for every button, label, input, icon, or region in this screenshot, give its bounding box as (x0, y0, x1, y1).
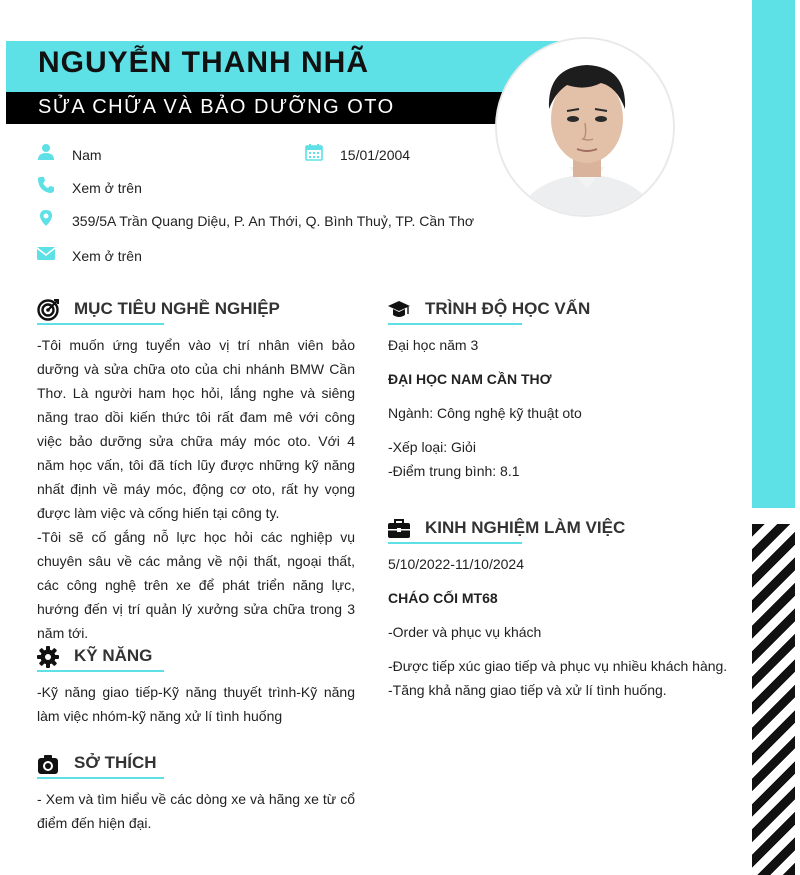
experience-period: 5/10/2022-11/10/2024 (388, 556, 524, 572)
objective-paragraph-1: -Tôi muốn ứng tuyển vào vị trí nhân viên bảo dưỡng và sửa chữa oto của chi nhánh BMW Cần Thơ. Là người ham học hỏi, lắng nghe và siêng năng trao dồi kiến thức tôi rất đam mê với công việc bảo dưỡng sửa chữa máy móc oto. Với 4 năm học vấn, tôi đã tích lũy được những kỹ năng nhất định về máy móc, động cơ oto, rất hy vọng được làm việc và cống hiến tại công ty. (37, 337, 355, 521)
birthday-value: 15/01/2004 (340, 147, 411, 163)
gender-row (37, 143, 287, 165)
experience-title: KINH NGHIỆM LÀM VIỆC (425, 518, 626, 537)
gear-icon (37, 646, 59, 668)
experience-company: CHÁO CỐI MT68 (388, 590, 498, 606)
experience-underline (388, 542, 522, 544)
candidate-name: NGUYỄN THANH NHÃ (38, 46, 369, 79)
education-major: Ngành: Công nghệ kỹ thuật oto (388, 405, 582, 421)
side-stripe-pattern (752, 524, 795, 875)
side-accent-bar (752, 0, 795, 508)
hobbies-header (37, 750, 357, 782)
education-year: Đại học năm 3 (388, 337, 479, 353)
email-value: Xem ở trên (72, 248, 142, 264)
phone-row (37, 176, 287, 198)
camera-icon (37, 753, 59, 775)
email-row (37, 244, 287, 266)
education-header (388, 296, 708, 328)
objective-paragraph-2: -Tôi sẽ cố gắng nỗ lực học hỏi các nghiệp vụ chuyên sâu về các mảng về nội thất, ngoại thất, các công nghệ trên xe để phát triển năng lực, hướng đến vị trí quản lý xưởng sửa chữa trong 3 năm tới. (37, 529, 355, 641)
skills-title: KỸ NĂNG (74, 646, 153, 665)
target-icon (37, 299, 59, 321)
envelope-icon (37, 244, 55, 262)
user-icon (37, 143, 55, 161)
graduation-cap-icon (388, 299, 410, 321)
skills-underline (37, 670, 164, 672)
calendar-icon (305, 143, 323, 161)
objective-header (37, 296, 357, 328)
address-row (37, 209, 497, 231)
objective-title: MỤC TIÊU NGHỀ NGHIỆP (74, 299, 280, 318)
phone-value: Xem ở trên (72, 180, 142, 196)
education-underline (388, 323, 522, 325)
experience-duty-3: -Tăng khả năng giao tiếp và xử lí tình huống. (388, 682, 667, 698)
education-rank: -Xếp loại: Giỏi (388, 439, 476, 455)
candidate-role: SỬA CHỮA VÀ BẢO DƯỠNG OTO (38, 96, 395, 118)
objective-underline (37, 323, 164, 325)
map-pin-icon (37, 209, 55, 227)
skills-text: -Kỹ năng giao tiếp-Kỹ năng thuyết trình-Kỹ năng làm việc nhóm-kỹ năng xử lí tình huống (37, 684, 355, 724)
skills-header (37, 643, 357, 675)
experience-duty-2: -Được tiếp xúc giao tiếp và phục vụ nhiều khách hàng. (388, 658, 728, 674)
hobbies-underline (37, 777, 164, 779)
profile-photo (495, 37, 675, 217)
education-gpa: -Điểm trung bình: 8.1 (388, 463, 520, 479)
education-school: ĐẠI HỌC NAM CẦN THƠ (388, 371, 552, 387)
hobbies-title: SỞ THÍCH (74, 753, 157, 772)
experience-duty-1: -Order và phục vụ khách (388, 624, 542, 640)
briefcase-icon (388, 518, 410, 540)
hobbies-text: - Xem và tìm hiểu về các dòng xe và hãng xe từ cổ điểm đến hiện đại. (37, 791, 355, 831)
education-title: TRÌNH ĐỘ HỌC VẤN (425, 299, 591, 318)
experience-header (388, 515, 728, 547)
address-value: 359/5A Trần Quang Diệu, P. An Thới, Q. Bình Thuỷ, TP. Cần Thơ (72, 213, 475, 229)
gender-value: Nam (72, 147, 102, 163)
phone-icon (37, 176, 55, 194)
birthday-row (305, 143, 505, 165)
